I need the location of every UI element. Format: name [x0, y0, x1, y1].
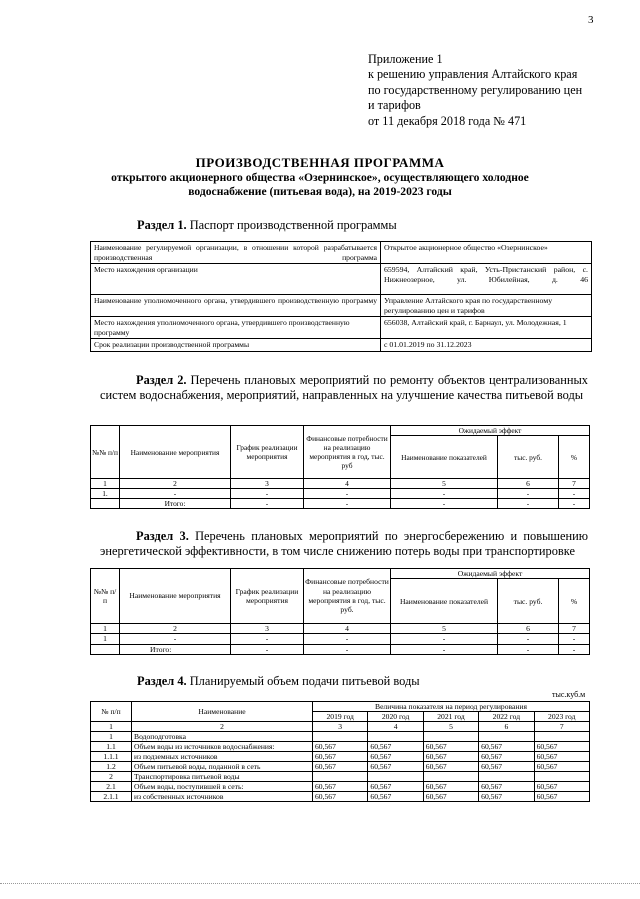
cell: -: [559, 499, 590, 509]
table-row: [91, 634, 590, 644]
cell: 1: [91, 634, 120, 644]
table-row: [91, 772, 590, 782]
row-value: 60,567: [313, 792, 368, 802]
row-value: 60,567: [313, 782, 368, 792]
row-number: 1.1.1: [91, 752, 132, 762]
table-total-row: [91, 499, 590, 509]
header-schedule: График реализации мероприятия: [231, 426, 304, 479]
row-name: из подземных источников: [132, 752, 313, 762]
row-value: [479, 732, 534, 742]
header-percent: %: [559, 579, 590, 624]
col-number: 1: [91, 479, 120, 489]
cell: -: [120, 489, 231, 499]
row-number: 2.1: [91, 782, 132, 792]
row-value: [534, 732, 589, 742]
title-sub: открытого акционерного общества «Озернинское», осуществляющего холодное: [111, 171, 529, 184]
title-sub: водоснабжение (питьевая вода), на 2019-2023 годы: [188, 185, 452, 198]
row-value: 60,567: [368, 752, 423, 762]
row-value: 60,567: [479, 742, 534, 752]
table-row: [91, 624, 590, 634]
col-number: 6: [479, 722, 534, 732]
header-year: 2021 год: [423, 712, 478, 722]
col-number: 3: [313, 722, 368, 732]
water-volume-table: [90, 701, 590, 802]
passport-value: 659594, Алтайский край, Усть-Пристанский район, с. Нижнеозерное, ул. Юбилейная, д. 46: [381, 264, 592, 295]
header-num: №№ п/п: [91, 426, 120, 479]
header-thousand: тыс. руб.: [498, 579, 559, 624]
table-row: [91, 732, 590, 742]
cell: [91, 644, 120, 654]
header-name: Наименование: [132, 702, 313, 722]
cell: -: [231, 499, 304, 509]
section1-heading: [137, 218, 397, 233]
energy-measures-table: [90, 568, 590, 655]
header-finance: Финансовые потребности на реализацию мероприятия в год, тыс. руб.: [304, 569, 391, 624]
col-number: 1: [91, 624, 120, 634]
row-value: 60,567: [479, 782, 534, 792]
col-number: 2: [120, 479, 231, 489]
cell: -: [304, 489, 391, 499]
cell: -: [231, 634, 304, 644]
table-row: [91, 742, 590, 752]
passport-label: Срок реализации производственной программы: [91, 339, 381, 352]
row-value: 60,567: [423, 792, 478, 802]
table-header-row: [91, 569, 590, 579]
title-main: ПРОИЗВОДСТВЕННАЯ ПРОГРАММА: [195, 155, 445, 170]
cell: -: [391, 634, 498, 644]
row-value: [313, 732, 368, 742]
appendix-line: и тарифов: [368, 98, 421, 113]
col-number: 7: [559, 624, 590, 634]
row-value: [423, 772, 478, 782]
row-value: 60,567: [534, 792, 589, 802]
table-row: [91, 792, 590, 802]
cell: 1.: [91, 489, 120, 499]
header-percent: %: [559, 436, 590, 479]
row-name: Объем воды из источников водоснабжения:: [132, 742, 313, 752]
section4-heading: [137, 674, 420, 689]
total-label: Итого:: [120, 644, 231, 654]
col-number: 4: [304, 479, 391, 489]
table-row: [91, 295, 592, 317]
cell: -: [391, 489, 498, 499]
row-value: 60,567: [534, 742, 589, 752]
header-year: 2022 год: [479, 712, 534, 722]
passport-value: Открытое акционерное общество «Озернинское»: [381, 242, 592, 264]
section-label: Раздел 3.: [136, 529, 189, 543]
appendix-line: Приложение 1: [368, 52, 443, 66]
row-value: 60,567: [368, 782, 423, 792]
row-name: Водоподготовка: [132, 732, 313, 742]
header-year: 2019 год: [313, 712, 368, 722]
table-total-row: [91, 644, 590, 654]
cell: -: [498, 489, 559, 499]
row-number: 2.1.1: [91, 792, 132, 802]
cell: -: [498, 644, 559, 654]
table-header-row: [91, 426, 590, 436]
repair-measures-table: [90, 425, 590, 509]
table-row: [91, 242, 592, 264]
row-value: [313, 772, 368, 782]
cell: -: [498, 499, 559, 509]
table-row: [91, 722, 590, 732]
table-row: [91, 264, 592, 295]
col-number: 6: [498, 479, 559, 489]
header-finance: Финансовые потребности на реализацию мероприятия в год, тыс. руб: [304, 426, 391, 479]
row-value: [423, 732, 478, 742]
table-row: [91, 479, 590, 489]
col-number: 5: [391, 479, 498, 489]
passport-table: [90, 241, 592, 352]
appendix-line: по государственному регулированию цен: [368, 82, 583, 97]
row-name: из собственных источников: [132, 792, 313, 802]
section-text: Паспорт производственной программы: [186, 218, 397, 232]
row-name: Транспортировка питьевой воды: [132, 772, 313, 782]
appendix-block: [368, 52, 618, 129]
passport-value: с 01.01.2019 по 31.12.2023: [381, 339, 592, 352]
section-label: Раздел 2.: [136, 373, 187, 387]
volume-rows: [91, 732, 590, 802]
page-bottom-divider: [0, 883, 640, 884]
row-value: 60,567: [368, 792, 423, 802]
section-label: Раздел 4.: [137, 674, 187, 688]
row-name: Объем воды, поступившей в сеть:: [132, 782, 313, 792]
header-period: Величина показателя на период регулирования: [313, 702, 590, 712]
cell: -: [559, 634, 590, 644]
row-value: 60,567: [313, 762, 368, 772]
row-number: 1.2: [91, 762, 132, 772]
cell: -: [391, 499, 498, 509]
header-schedule: График реализации мероприятия: [231, 569, 304, 624]
appendix-line: от 11 декабря 2018 года № 471: [368, 113, 527, 128]
col-number: 4: [304, 624, 391, 634]
row-value: [479, 772, 534, 782]
row-name: Объем питьевой воды, поданной в сеть: [132, 762, 313, 772]
row-value: 60,567: [423, 762, 478, 772]
section-text: Перечень плановых мероприятий по ремонту объектов централизованных систем водоснабжения, мероприятий, направленных на улучшение качества питьевой воды: [100, 373, 588, 402]
passport-label: Место нахождения организации: [91, 264, 381, 295]
row-value: 60,567: [479, 792, 534, 802]
row-value: 60,567: [423, 782, 478, 792]
header-num: № п/п: [91, 702, 132, 722]
row-value: 60,567: [479, 752, 534, 762]
col-number: 7: [534, 722, 589, 732]
header-effect: Ожидаемый эффект: [391, 426, 590, 436]
cell: -: [231, 489, 304, 499]
passport-value: 656038, Алтайский край, г. Барнаул, ул. Молодежная, 1: [381, 317, 592, 339]
cell: -: [498, 634, 559, 644]
total-label: Итого:: [120, 499, 231, 509]
row-value: 60,567: [534, 762, 589, 772]
cell: [91, 499, 120, 509]
row-value: 60,567: [423, 742, 478, 752]
col-number: 5: [391, 624, 498, 634]
page-number: 3: [588, 14, 594, 26]
header-name: Наименование мероприятия: [120, 426, 231, 479]
row-number: 1: [91, 732, 132, 742]
cell: -: [304, 499, 391, 509]
row-value: 60,567: [534, 782, 589, 792]
section-text: Перечень плановых мероприятий по энергосбережению и повышению энергетической эффективности, в том числе снижению потерь воды при транспортировке: [100, 529, 588, 558]
header-indicators: Наименование показателей: [391, 579, 498, 624]
table-row: [91, 489, 590, 499]
row-value: [368, 732, 423, 742]
row-value: 60,567: [479, 762, 534, 772]
col-number: 7: [559, 479, 590, 489]
header-indicators: Наименование показателей: [391, 436, 498, 479]
row-value: [368, 772, 423, 782]
appendix-line: к решению управления Алтайского края: [368, 67, 578, 82]
row-value: 60,567: [534, 752, 589, 762]
cell: -: [559, 644, 590, 654]
section2-heading: [100, 373, 588, 402]
header-thousand: тыс. руб.: [498, 436, 559, 479]
cell: -: [120, 634, 231, 644]
col-number: 1: [91, 722, 132, 732]
passport-label: Наименование регулируемой организации, в отношении которой разрабатывается производственная программа: [91, 242, 381, 264]
table-row: [91, 339, 592, 352]
col-number: 5: [423, 722, 478, 732]
passport-value: Управление Алтайского края по государственному регулированию цен и тарифов: [381, 295, 592, 317]
section-text: Планируемый объем подачи питьевой воды: [186, 674, 420, 688]
passport-label: Наименование уполномоченного органа, утвердившего производственную программу: [91, 295, 381, 317]
col-number: 2: [120, 624, 231, 634]
col-number: 4: [368, 722, 423, 732]
row-value: [534, 772, 589, 782]
header-year: 2023 год: [534, 712, 589, 722]
col-number: 2: [132, 722, 313, 732]
table-row: [91, 317, 592, 339]
row-value: 60,567: [368, 742, 423, 752]
row-value: 60,567: [313, 752, 368, 762]
section-label: Раздел 1.: [137, 218, 187, 232]
cell: -: [304, 644, 391, 654]
row-value: 60,567: [423, 752, 478, 762]
col-number: 3: [231, 624, 304, 634]
col-number: 3: [231, 479, 304, 489]
passport-label: Место нахождения уполномоченного органа, утвердившего производственную программу: [91, 317, 381, 339]
row-number: 2: [91, 772, 132, 782]
table-row: [91, 782, 590, 792]
header-name: Наименование мероприятия: [120, 569, 231, 624]
table-row: [91, 762, 590, 772]
cell: -: [391, 644, 498, 654]
header-effect: Ожидаемый эффект: [391, 569, 590, 579]
col-number: 6: [498, 624, 559, 634]
cell: -: [559, 489, 590, 499]
table-row: [91, 752, 590, 762]
row-value: 60,567: [368, 762, 423, 772]
header-year: 2020 год: [368, 712, 423, 722]
cell: -: [304, 634, 391, 644]
unit-label: тыс.куб.м: [552, 690, 586, 699]
header-num: №№ п/п: [91, 569, 120, 624]
row-value: 60,567: [313, 742, 368, 752]
row-number: 1.1: [91, 742, 132, 752]
section3-heading: [100, 529, 588, 558]
cell: -: [231, 644, 304, 654]
document-title: [80, 155, 560, 199]
table-header-row: [91, 702, 590, 712]
